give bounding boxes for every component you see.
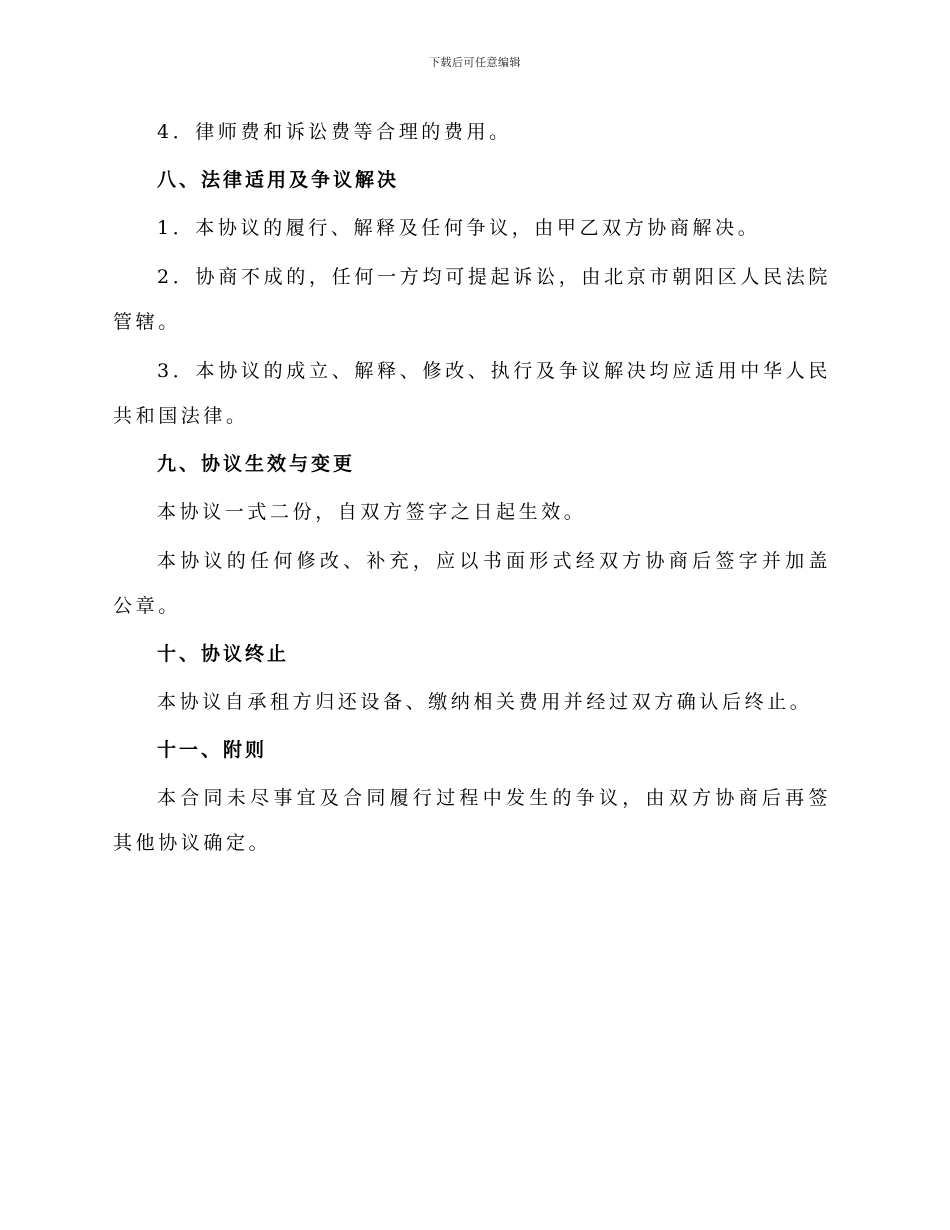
paragraph-8-3: 3．本协议的成立、解释、修改、执行及争议解决均应适用中华人民共和国法律。	[113, 360, 831, 427]
section-heading-11: 十一、附则	[157, 739, 268, 761]
paragraph-11-1: 本合同未尽事宜及合同履行过程中发生的争议，由双方协商后再签其他协议确定。	[113, 787, 831, 854]
page-header-note: 下载后可任意编辑	[429, 56, 521, 69]
paragraph-8-2: 2．协商不成的，任何一方均可提起诉讼，由北京市朝阳区人民法院管辖。	[113, 266, 831, 333]
paragraph-9-2: 本协议的任何修改、补充，应以书面形式经双方协商后签字并加盖公章。	[113, 550, 831, 617]
document-content	[113, 110, 831, 866]
paragraph-item-4: 4．律师费和诉讼费等合理的费用。	[157, 121, 512, 143]
section-heading-8: 八、法律适用及争议解决	[157, 169, 400, 191]
paragraph-10-1: 本协议自承租方归还设备、缴纳相关费用并经过双方确认后终止。	[157, 691, 813, 713]
paragraph-8-1: 1．本协议的履行、解释及任何争议，由甲乙双方协商解决。	[157, 217, 761, 239]
section-heading-10: 十、协议终止	[157, 643, 290, 665]
section-heading-9: 九、协议生效与变更	[157, 453, 356, 475]
paragraph-9-1: 本协议一式二份，自双方签字之日起生效。	[157, 501, 587, 523]
